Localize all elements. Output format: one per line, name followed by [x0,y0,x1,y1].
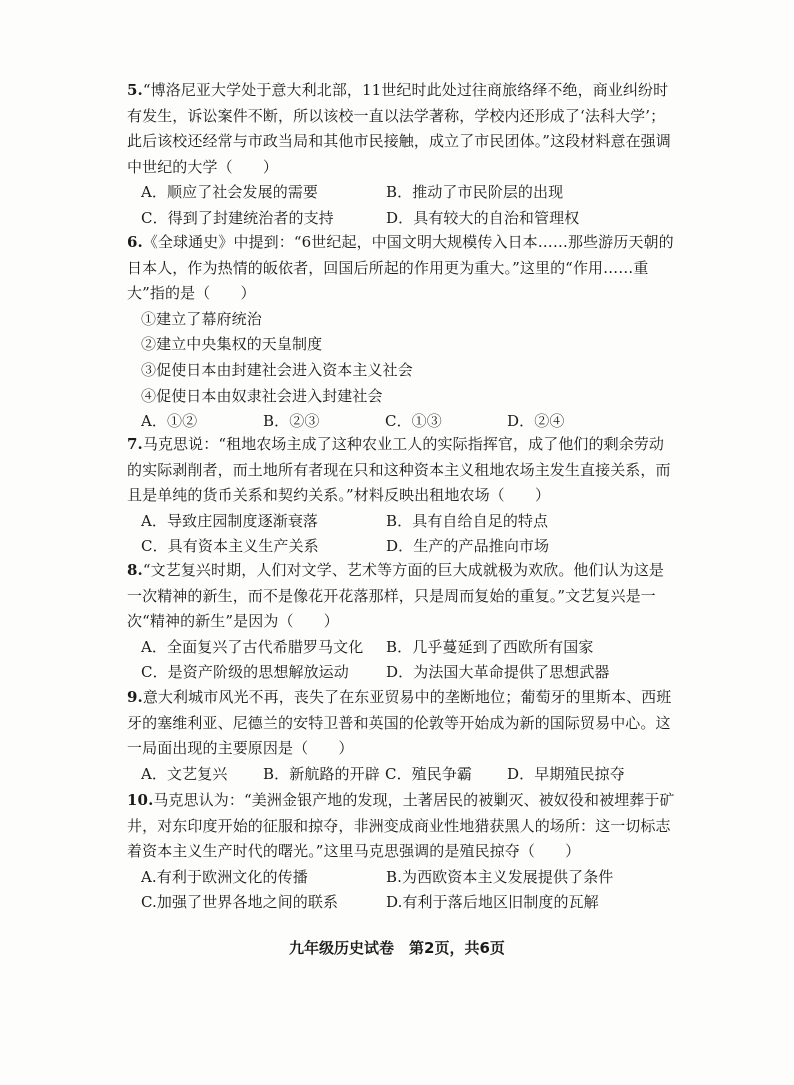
sub-item-3: ③促使日本由封建社会进入资本主义社会 [141,360,413,379]
question-5 [127,78,677,232]
question-number: 6. [127,233,143,251]
option-d: D．②④ [507,412,565,431]
option-d: D．为法国大革命提供了思想武器 [386,663,610,682]
option-a: A．导致庄园制度逐渐衰落 [141,511,319,530]
sub-item-4: ④促使日本由奴隶社会进入封建社会 [141,386,383,405]
option-a: A．全面复兴了古代希腊罗马文化 [141,637,364,656]
page-footer: 九年级历史试卷 第2页，共6页 [289,939,505,957]
question-10 [127,788,677,916]
option-c: C．殖民争霸 [385,764,473,783]
question-stem: 意大利城市风光不再，丧失了在东亚贸易中的垄断地位；葡萄牙的里斯本、西班牙的塞维利亚、尼德兰的安特卫普和英国的伦敦等开始成为新的国际贸易中心。这一局面出现的主要原因是（ ） [127,688,672,758]
question-6 [127,230,677,435]
option-b: B．几乎蔓延到了西欧所有国家 [386,637,594,656]
option-d: D.有利于落后地区旧制度的瓦解 [386,893,599,912]
question-9 [127,685,677,787]
option-a: A．文艺复兴 [141,764,228,783]
question-stem: “文艺复兴时期，人们对文学、艺术等方面的巨大成就极为欢欣。他们认为这是一次精神的新生，而不是像花开花落那样，只是周而复始的重复。”文艺复兴是一次“精神的新生”是因为（ ） [127,561,665,631]
option-a: A．①② [141,412,198,431]
option-c: C．得到了封建统治者的支持 [141,208,334,227]
question-number: 7. [127,435,143,453]
option-b: B．②③ [263,412,320,431]
option-c: C.加强了世界各地之间的联系 [141,893,339,912]
option-b: B．具有自给自足的特点 [386,511,549,530]
sub-item-1: ①建立了幕府统治 [141,309,262,328]
question-stem: 马克思认为：“美洲金银产地的发现，土著居民的被剿灭、被奴役和被埋葬于矿井，对东印度开始的征服和掠夺，非洲变成商业性地猎获黑人的场所：这一切标志着资本主义生产时代的曙光。”这里马克思强调的是殖民掠夺（ ） [127,791,675,861]
question-number: 5. [127,81,143,99]
question-8 [127,558,677,686]
question-number: 8. [127,561,143,579]
question-stem: 马克思说：“租地农场主成了这种农业工人的实际指挥官，成了他们的剩余劳动的实际剥削者，而土地所有者现在只和这种资本主义租地农场主发生直接关系，而且是单纯的货币关系和契约关系。”材料反映出租地农场（ ） [127,435,671,505]
option-b: B.为西欧资本主义发展提供了条件 [386,867,614,886]
sub-item-2: ②建立中央集权的天皇制度 [141,335,323,354]
option-b: B．推动了市民阶层的出现 [386,183,564,202]
option-c: C．具有资本主义生产关系 [141,537,319,556]
question-number: 9. [127,688,143,706]
option-d: D．具有较大的自治和管理权 [386,208,580,227]
question-7 [127,432,677,560]
option-b: B．新航路的开辟 [263,764,380,783]
question-stem: 《全球通史》中提到：“6世纪起，中国文明大规模传入日本……那些游历天朝的日本人，作为热情的皈依者，回国后所起的作用更为重大。”这里的“作用……重大”指的是（ ） [127,233,674,303]
option-c: C．①③ [385,412,442,431]
question-number: 10. [127,791,154,809]
option-d: D．早期殖民掠夺 [507,764,625,783]
option-a: A.有利于欧洲文化的传播 [141,867,308,886]
option-c: C．是资产阶级的思想解放运动 [141,663,349,682]
option-d: D．生产的产品推向市场 [386,537,550,556]
question-stem: “博洛尼亚大学处于意大利北部，11世纪时此处过往商旅络绎不绝，商业纠纷时有发生，诉讼案件不断，所以该校一直以法学著称，学校内还形成了‘法科大学’；此后该校还经常与市政当局和其他市民接触，成立了市民团体。”这段材料意在强调中世纪的大学（ ） [127,81,671,176]
option-a: A．顺应了社会发展的需要 [141,183,319,202]
